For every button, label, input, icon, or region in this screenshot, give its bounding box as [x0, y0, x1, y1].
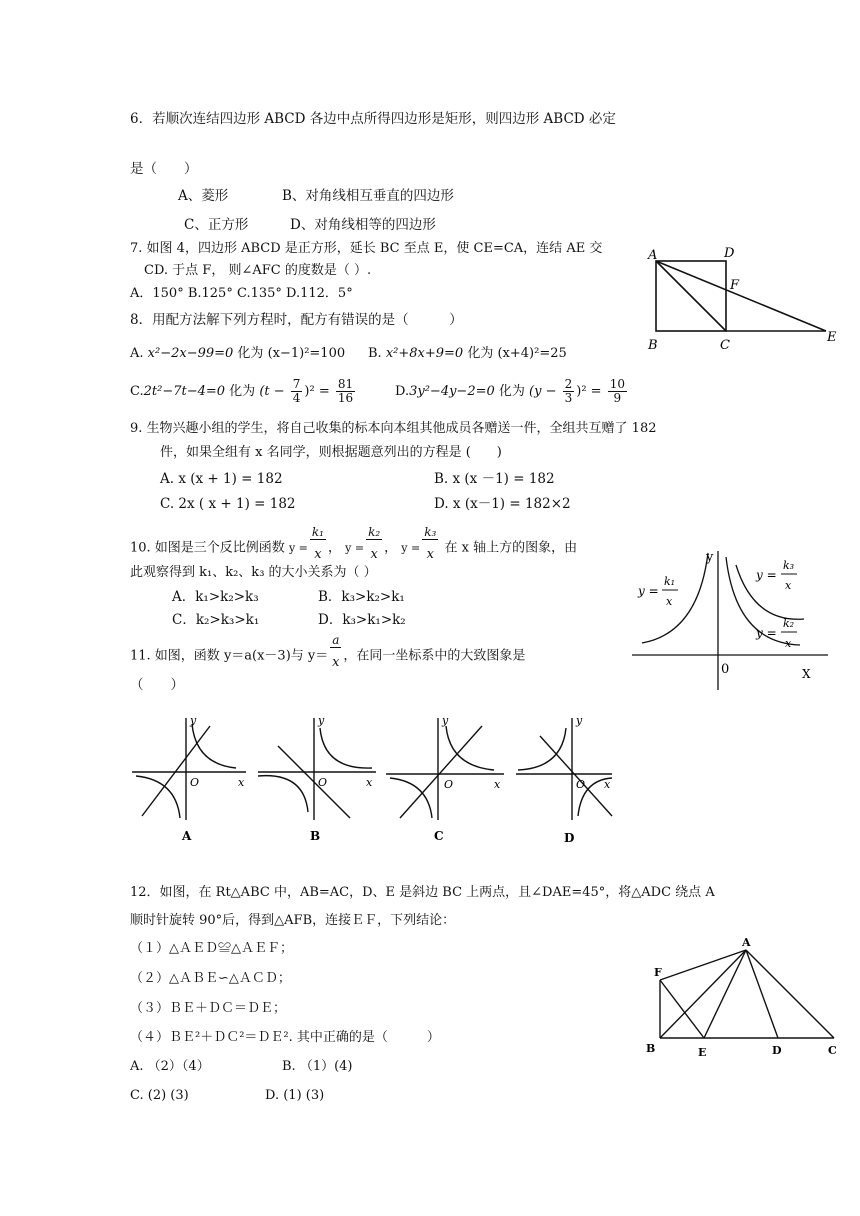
- q10-option-a: A．k₁>k₂>k₃: [172, 589, 259, 605]
- svg-text:y: y: [442, 714, 449, 727]
- q7-label-e: E: [827, 330, 837, 345]
- q12-conclusion-2: （２）△ＡＢＥ∽△ＡＣＤ；: [130, 971, 291, 986]
- q8-option-d: D.3y²−4y−2=0 化为 (y − $\frac{2}{3}$ )² = $\frac{10}{9}$: [395, 377, 625, 405]
- q11-graph-b: [258, 714, 376, 843]
- q12-option-c: C. (2) (3): [130, 1088, 189, 1103]
- q8-option-c: C.2t²−7t−4=0 化为 (t − $\frac{7}{4}$ )² = $\frac{81}{16}$: [130, 377, 354, 405]
- q12-conclusion-4: （４）ＢＥ²＋ＤＣ²＝ＤＥ². 其中正确的是（ ）: [130, 1030, 440, 1045]
- q12-label-f: F: [654, 966, 662, 979]
- q8-option-b: B. x²+8x+9=0 化为 (x+4)²=25: [368, 346, 567, 361]
- q10-origin-label: 0: [721, 662, 730, 677]
- q12-conclusion-1: （１）△ＡＥＤ≌△ＡＥＦ；: [130, 941, 293, 956]
- q12-option-d: D. (1) (3): [265, 1088, 325, 1103]
- q7-options: A．150° B.125° C.135° D.112．5°: [130, 286, 353, 301]
- q10-option-d: D．k₃>k₁>k₂: [318, 612, 406, 628]
- q11-graph-c: [386, 714, 504, 843]
- q12-label-a: A: [742, 936, 751, 949]
- svg-text:y =: y =: [638, 584, 659, 598]
- svg-text:k₃: k₃: [783, 559, 795, 572]
- svg-text:x: x: [785, 579, 792, 592]
- q11-stem-line1: 11. 如图，函数 y＝a(x－3)与 y＝ $\frac{a}{x}$ ，在同一坐标系中的大致图象是: [130, 633, 526, 670]
- q6-stem-line2: 是（ ）: [130, 161, 198, 177]
- svg-text:x: x: [494, 778, 501, 791]
- q6-option-c: C、正方形: [184, 217, 249, 233]
- q8-stem: 8．用配方法解下列方程时，配方有错误的是（ ）: [130, 312, 463, 328]
- q12-label-d: D: [772, 1044, 782, 1057]
- q7-label-a: A: [648, 248, 658, 263]
- q6-option-a: A、菱形: [178, 188, 229, 204]
- svg-text:y =: y =: [756, 568, 777, 582]
- q11-label-a: A: [182, 829, 192, 843]
- q11-label-d: D: [564, 831, 575, 845]
- q9-stem-line1: 9. 生物兴趣小组的学生，将自己收集的标本向本组其他成员各赠送一件，全组共互赠了 182: [130, 421, 657, 436]
- q12-option-a: A. （2）（4）: [130, 1059, 210, 1074]
- svg-text:x: x: [238, 776, 245, 789]
- svg-text:x: x: [604, 778, 611, 791]
- q9-option-b: B. x (x －1) = 182: [434, 471, 555, 487]
- q10-graph-figure: [628, 545, 838, 693]
- svg-text:y: y: [190, 714, 197, 727]
- svg-text:k₁: k₁: [664, 575, 676, 588]
- svg-text:O: O: [576, 778, 586, 791]
- q7-label-b: B: [648, 338, 658, 353]
- q12-conclusion-3: （３）ＢＥ＋ＤＣ＝ＤＥ；: [130, 1001, 287, 1016]
- q7-label-c: C: [720, 338, 730, 353]
- svg-text:O: O: [318, 776, 328, 789]
- svg-text:x: x: [666, 595, 673, 608]
- q9-option-a: A. x (x + 1) = 182: [160, 471, 283, 487]
- q8-option-a: A. x²−2x−99=0 化为 (x−1)²=100: [130, 346, 346, 361]
- q10-axis-x-label: X: [802, 667, 811, 681]
- q10-option-c: C．k₂>k₃>k₁: [172, 612, 260, 628]
- svg-text:O: O: [444, 778, 454, 791]
- q6-option-d: D、对角线相等的四边形: [290, 217, 436, 233]
- svg-text:O: O: [190, 776, 200, 789]
- q12-stem-line1: 12．如图，在 Rt△ABC 中，AB=AC，D、E 是斜边 BC 上两点，且∠DAE=45°，将△ADC 绕点 A: [130, 885, 715, 900]
- q11-label-b: B: [310, 829, 321, 843]
- q7-stem-line1: 7. 如图 4，四边形 ABCD 是正方形，延长 BC 至点 E，使 CE=CA，连结 AE 交: [130, 241, 603, 256]
- q11-graph-d: [516, 714, 612, 845]
- q10-axis-y-label: y: [706, 550, 714, 565]
- svg-text:x: x: [785, 637, 792, 650]
- svg-text:y =: y =: [756, 626, 777, 640]
- q12-label-c: C: [828, 1044, 837, 1057]
- q9-option-d: D. x (x－1) = 182×2: [434, 496, 571, 512]
- q12-stem-line2: 顺时针旋转 90°后，得到△AFB，连接ＥＦ，下列结论：: [130, 913, 456, 928]
- q6-stem-line1: 6．若顺次连结四边形 ABCD 各边中点所得四边形是矩形，则四边形 ABCD 必定: [130, 111, 616, 127]
- q12-label-e: E: [698, 1046, 707, 1059]
- q7-stem-line2: CD. 于点 F， 则∠AFC 的度数是（ ）.: [144, 263, 372, 278]
- q7-label-d: D: [724, 246, 735, 261]
- q7-square-figure: [640, 245, 840, 355]
- q10-option-b: B．k₃>k₂>k₁: [318, 589, 405, 605]
- svg-text:y: y: [576, 714, 583, 727]
- q10-stem-line2: 此观察得到 k₁、k₂、k₃ 的大小关系为（ ）: [130, 565, 377, 580]
- q11-graph-a: [132, 714, 246, 843]
- svg-text:y: y: [318, 714, 325, 727]
- q10-stem-line1: 10. 如图是三个反比例函数 y = $\frac{\text{k₁}}{x}$ ， y = $\frac{\text{k₂}}{x}$ ， y = $\frac{\text{k₃}}{x}$ 在 x 轴上方的图象，由: [130, 525, 578, 562]
- svg-text:x: x: [366, 776, 373, 789]
- q6-option-b: B、对角线相互垂直的四边形: [282, 188, 454, 204]
- q12-option-b: B. （1）(4): [282, 1059, 353, 1074]
- q9-stem-line2: 件，如果全组有 x 名同学，则根据题意列出的方程是 ( ): [160, 445, 502, 460]
- q11-choices-figure: [128, 712, 614, 852]
- q7-label-f: F: [730, 278, 740, 293]
- q12-triangle-figure: [640, 930, 850, 1060]
- q9-option-c: C. 2x ( x + 1) = 182: [160, 496, 296, 512]
- svg-text:k₂: k₂: [783, 617, 795, 630]
- q12-label-b: B: [646, 1042, 656, 1055]
- q11-stem-line2: （ ）: [130, 677, 184, 693]
- q11-label-c: C: [434, 829, 444, 843]
